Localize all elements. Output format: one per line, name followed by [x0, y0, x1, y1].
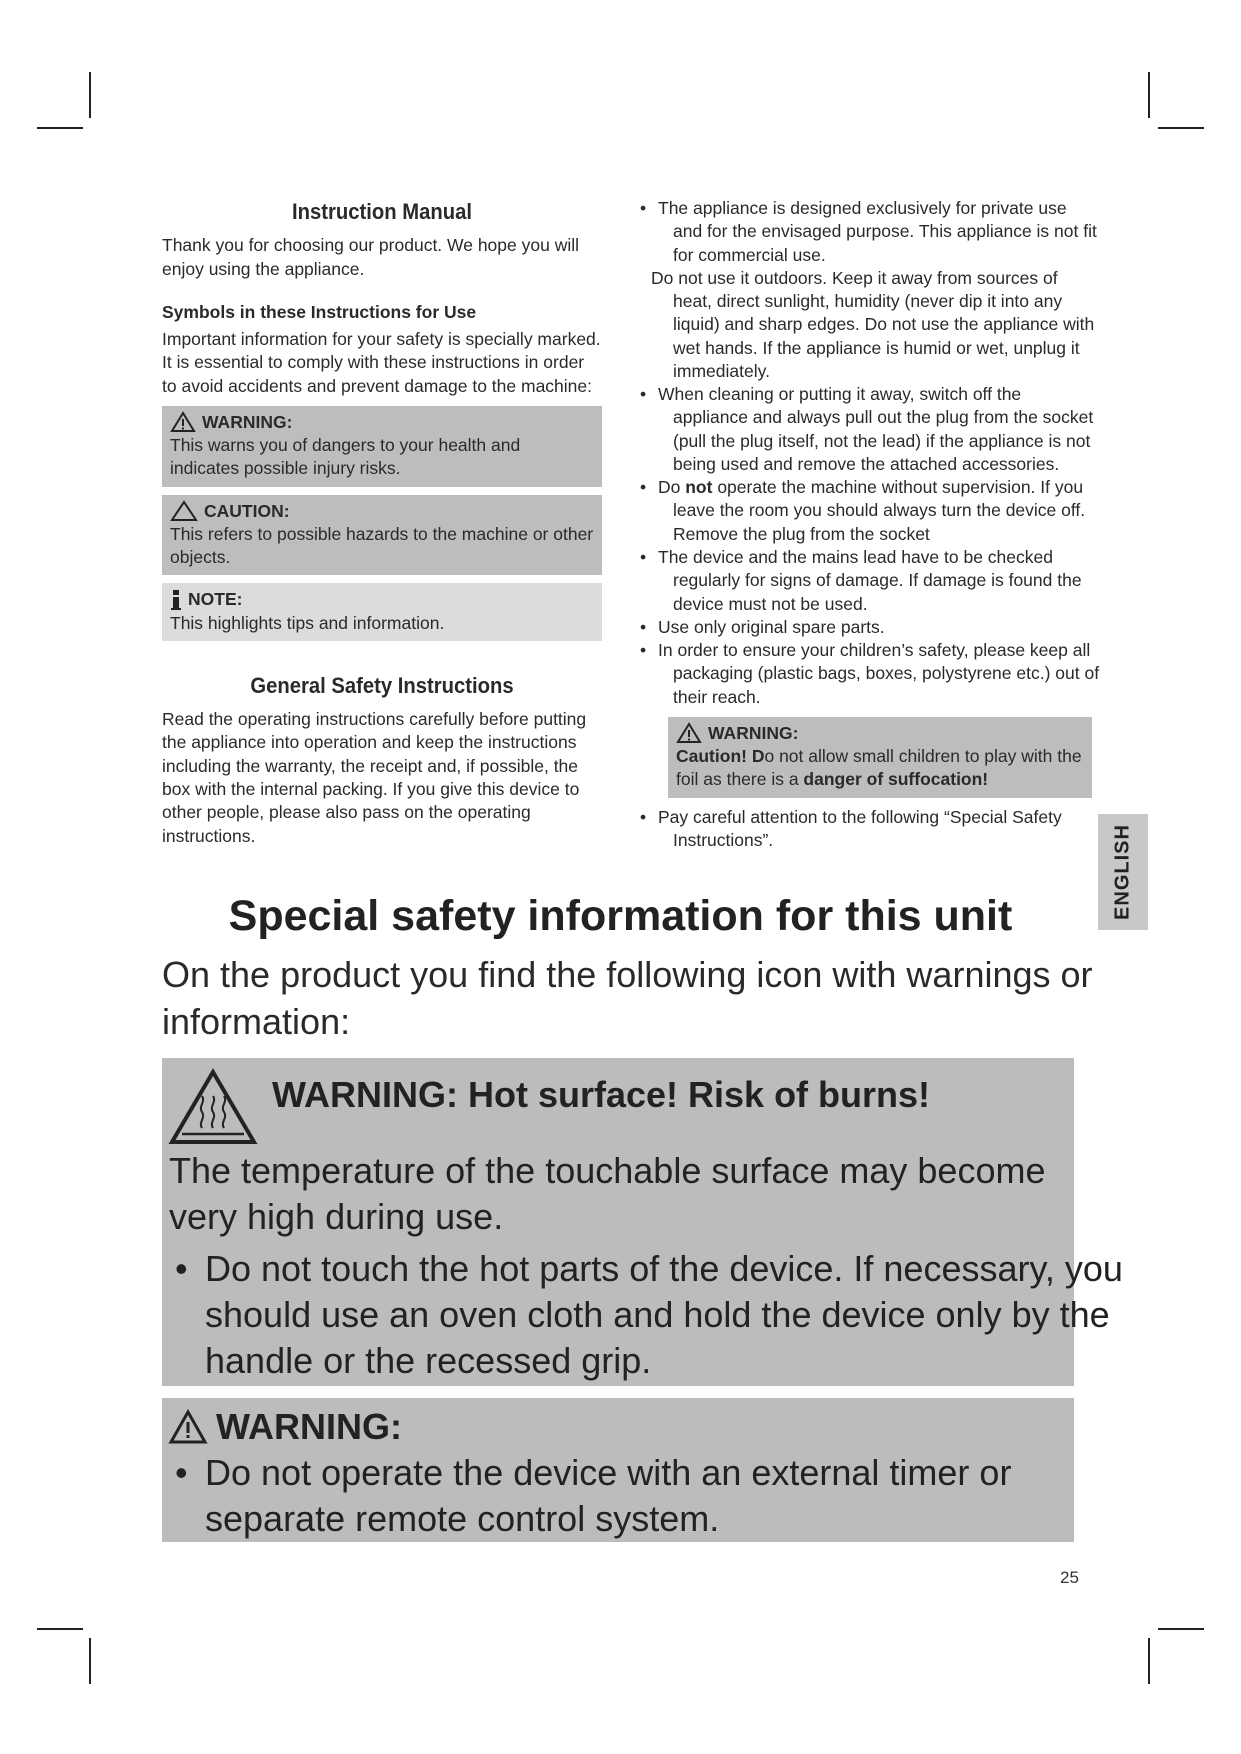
list-item: • Pay careful attention to the following “Special Safety Instructions”. — [640, 806, 1100, 853]
note-box — [162, 583, 602, 641]
note-box-label: NOTE: — [188, 589, 243, 610]
warning-box — [162, 406, 602, 487]
list-item: • The appliance is designed exclusively for private use and for the envisaged purpose. This appliance is not fit for commercial use. — [640, 197, 1100, 267]
timer-warning-panel — [162, 1398, 1074, 1542]
hot-surface-text: The temperature of the touchable surface may become very high during use. — [169, 1150, 1046, 1238]
timer-warning-bullet: • Do not operate the device with an external timer or separate remote control system. — [169, 1450, 1075, 1542]
general-safety-text: Read the operating instructions carefully before putting the appliance into operation and keep the instructions including the warranty, the receipt and, if possible, the box with the internal packing. If you give this device to other people, please also pass on the operating instructions. — [162, 709, 587, 846]
list-item: • In order to ensure your children’s safety, please keep all packaging (plastic bags, boxes, polystyrene etc.) out of their reach. — [640, 639, 1100, 709]
note-box-title — [170, 588, 594, 611]
hot-surface-title: WARNING: Hot surface! Risk of burns! — [272, 1074, 931, 1115]
supervision-text-start: Do — [658, 477, 686, 498]
suffocation-danger: danger of suffocation! — [803, 769, 989, 790]
warning-triangle-icon — [676, 722, 702, 744]
crop-mark — [89, 72, 91, 118]
language-tab-label: ENGLISH — [1111, 824, 1134, 920]
children-warning-text — [676, 745, 1084, 792]
supervision-text-bold: not — [685, 477, 713, 498]
crop-mark — [37, 1628, 83, 1630]
warning-triangle-icon — [170, 411, 196, 433]
caution-box-title — [170, 500, 594, 523]
list-item: • Use only original spare parts. — [640, 616, 1100, 639]
list-item: Do not use it outdoors. Keep it away from sources of heat, direct sunlight, humidity (never dip it into any liquid) and sharp edges. Do not use the appliance with wet hands. If the appliance is humid or wet, unplug it immediately. — [651, 267, 1095, 381]
hot-surface-bullet: • Do not touch the hot parts of the device. If necessary, you should use an oven cloth and hold the device only by the handle or the recessed grip. — [169, 1246, 1125, 1384]
warning-box-label: WARNING: — [202, 411, 293, 432]
info-icon — [170, 589, 182, 611]
safety-bullet-list-end — [640, 806, 1100, 853]
crop-mark — [1158, 1628, 1204, 1630]
page-number: 25 — [1060, 1568, 1079, 1587]
special-safety-intro: On the product you find the following icon with warnings or information: — [162, 954, 1093, 1042]
symbols-text: Important information for your safety is specially marked. It is essential to comply with these instructions in order to avoid accidents and prevent damage to the machine: — [162, 329, 601, 396]
timer-warning-title — [168, 1406, 402, 1448]
caution-triangle-icon — [170, 500, 198, 522]
warning-triangle-icon — [168, 1409, 208, 1445]
note-box-text: This highlights tips and information. — [170, 612, 445, 633]
caution-word: Caution! D — [676, 746, 765, 767]
crop-mark — [37, 127, 83, 129]
caution-box — [162, 495, 602, 576]
crop-mark — [1158, 127, 1204, 129]
caution-box-text: This refers to possible hazards to the machine or other objects. — [170, 523, 594, 568]
general-safety-title: General Safety Instructions — [250, 672, 514, 698]
caution-box-label: CAUTION: — [204, 500, 290, 521]
list-item: • When cleaning or putting it away, switch off the appliance and always pull out the plug from the socket (pull the plug itself, not the lead) if the appliance is not being used and remove the attached accessories. — [640, 383, 1100, 476]
list-item: • The device and the mains lead have to be checked regularly for signs of damage. If damage is found the device must not be used. — [640, 546, 1100, 616]
hot-surface-warning-panel — [162, 1058, 1123, 1386]
warning-box-title — [170, 411, 594, 434]
children-warning-title — [676, 722, 1084, 745]
children-warning-label: WARNING: — [708, 722, 799, 743]
crop-mark — [1148, 72, 1150, 118]
thanks-text: Thank you for choosing our product. We hope you will enjoy using the appliance. — [162, 235, 579, 279]
safety-bullet-list — [640, 197, 1100, 709]
warning-box-text: This warns you of dangers to your health and indicates possible injury risks. — [170, 435, 521, 479]
timer-warning-label: WARNING: — [216, 1406, 402, 1447]
supervision-text-end: operate the machine without supervision. If you leave the room you should always turn the device off. Remove the plug from the socket — [673, 477, 1086, 544]
symbols-heading: Symbols in these Instructions for Use — [162, 301, 477, 322]
hot-surface-icon — [168, 1068, 258, 1146]
right-column — [640, 197, 1100, 852]
special-safety-title: Special safety information for this unit — [228, 892, 1013, 940]
instruction-manual-title: Instruction Manual — [292, 199, 472, 224]
children-warning-box — [668, 717, 1092, 798]
left-column — [162, 197, 602, 848]
children-warning-body: o not allow small children to play with the foil as there is a — [676, 746, 1082, 790]
crop-mark — [1148, 1638, 1150, 1684]
list-item — [640, 476, 1100, 546]
crop-mark — [89, 1638, 91, 1684]
